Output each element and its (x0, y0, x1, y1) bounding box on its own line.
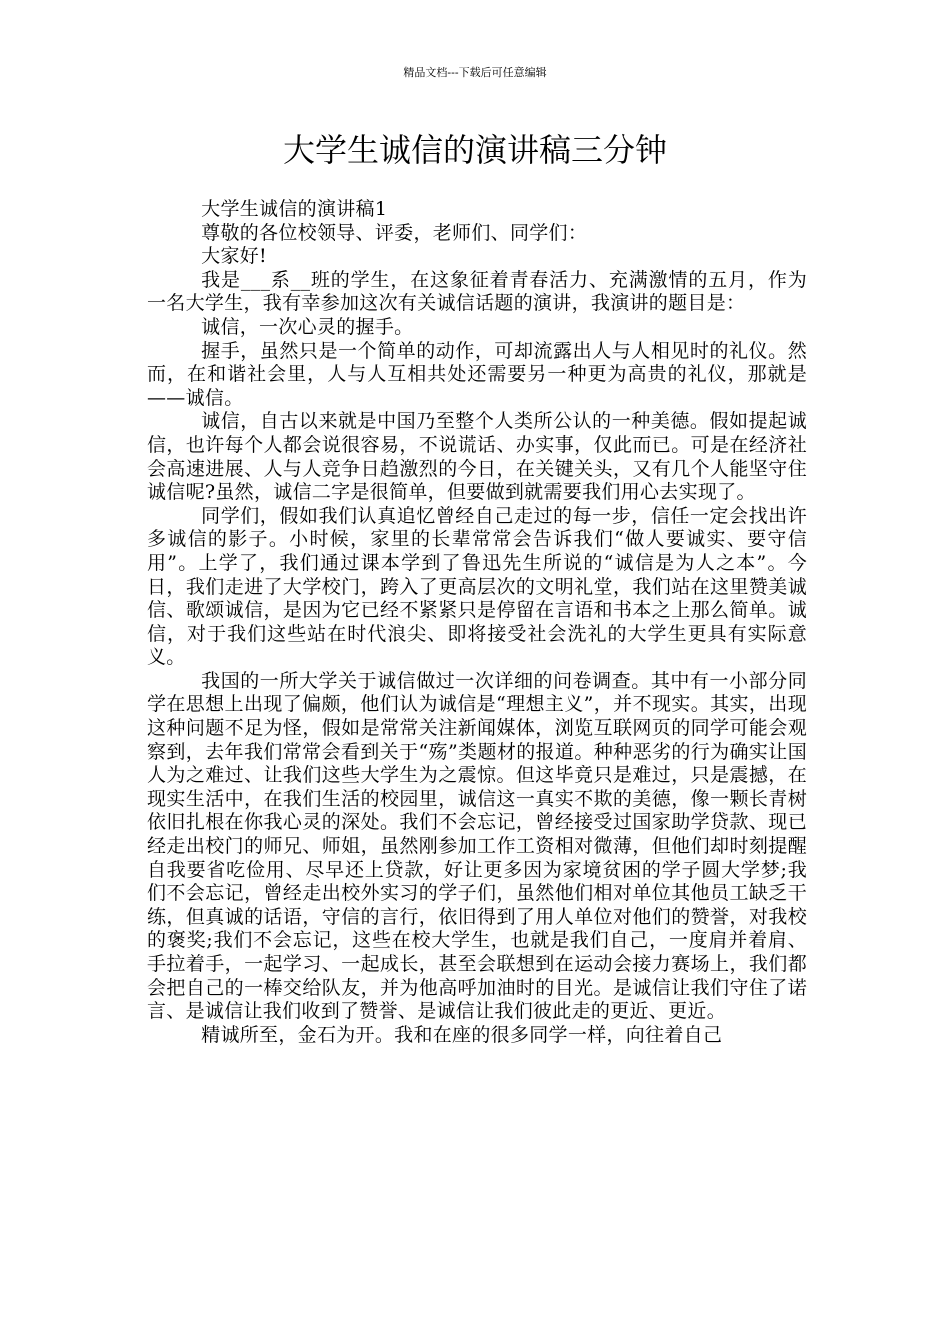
paragraph-subtitle: 大学生诚信的演讲稿1 (201, 198, 388, 220)
paragraph: 握手，虽然只是一个简单的动作，可却流露出人与人相见时的礼仪。然而，在和谐社会里，人与人互相共处还需要另一种更为高贵的礼仪，那就是——诚信。 (147, 339, 807, 409)
paragraph: 同学们，假如我们认真追忆曾经自己走过的每一步，信任一定会找出许多诚信的影子。小时候，家里的长辈常常会告诉我们“做人要诚实、要守信用”。上学了，我们通过课本学到了鲁迅先生所说的“诚信是为人之本”。今日，我们走进了大学校门，跨入了更高层次的文明礼堂，我们站在这里赞美诚信、歌颂诚信，是因为它已经不紧紧只是停留在言语和书本之上那么简单。诚信，对于我们这些站在时代浪尖、即将接受社会洗礼的大学生更具有实际意义。 (147, 504, 807, 669)
paragraph: 诚信，一次心灵的握手。 (201, 315, 414, 338)
paragraph: 诚信，自古以来就是中国乃至整个人类所公认的一种美德。假如提起诚信，也许每个人都会说很容易，不说谎话、办实事，仅此而已。可是在经济社会高速进展、人与人竞争日趋激烈的今日，在关键关头，又有几个人能坚守住诚信呢?虽然，诚信二字是很简单，但要做到就需要我们用心去实现了。 (147, 410, 807, 504)
paragraph-salutation: 尊敬的各位校领导、评委，老师们、同学们： (201, 221, 588, 244)
paragraph: 我是___系__班的学生，在这象征着青春活力、充满激情的五月，作为一名大学生，我有幸参加这次有关诚信话题的演讲，我演讲的题目是： (147, 268, 807, 315)
page-header-note: 精品文档---下载后可任意编辑 (403, 66, 547, 79)
document-body (147, 198, 807, 1047)
paragraph-greeting: 大家好! (201, 245, 267, 268)
paragraph: 我国的一所大学关于诚信做过一次详细的问卷调查。其中有一小部分同学在思想上出现了偏颇，他们认为诚信是“理想主义”，并不现实。其实，出现这种问题不足为怪，假如是常常关注新闻媒体，浏览互联网页的同学可能会观察到，去年我们常常会看到关于“殇”类题材的报道。种种恶劣的行为确实让国人为之难过、让我们这些大学生为之震惊。但这毕竟只是难过，只是震撼，在现实生活中，在我们生活的校园里，诚信这一真实不欺的美德，像一颗长青树依旧扎根在你我心灵的深处。我们不会忘记，曾经接受过国家助学贷款、现已经走出校门的师兄、师姐，虽然刚参加工作工资相对微薄，但他们却时刻提醒自我要省吃俭用、尽早还上贷款，好让更多因为家境贫困的学子圆大学梦;我们不会忘记，曾经走出校外实习的学子们，虽然他们相对单位其他员工缺乏干练，但真诚的话语，守信的言行，依旧得到了用人单位对他们的赞誉，对我校的褒奖;我们不会忘记，这些在校大学生，也就是我们自己，一度肩并着肩、手拉着手，一起学习、一起成长，甚至会联想到在运动会接力赛场上，我们都会把自己的一棒交给队友，并为他高呼加油时的目光。是诚信让我们守住了诺言、是诚信让我们收到了赞誉、是诚信让我们彼此走的更近、更近。 (147, 669, 807, 1023)
paragraph: 精诚所至，金石为开。我和在座的很多同学一样，向往着自己 (201, 1023, 723, 1046)
document-title: 大学生诚信的演讲稿三分钟 (282, 131, 667, 169)
